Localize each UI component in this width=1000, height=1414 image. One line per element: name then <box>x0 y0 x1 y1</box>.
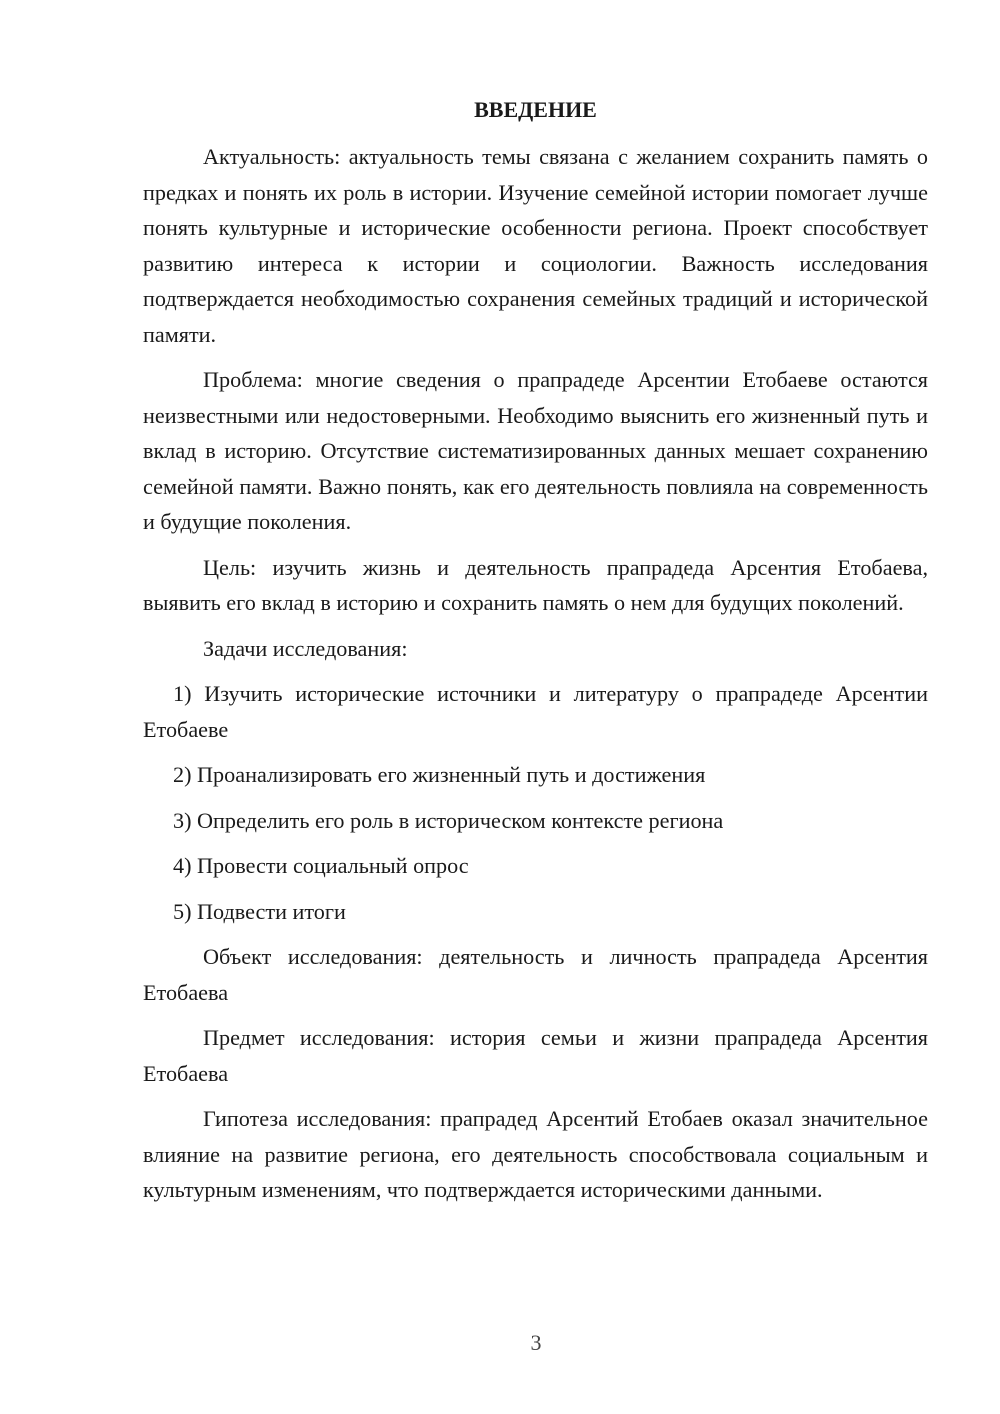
goal-paragraph: Цель: изучить жизнь и деятельность прапрадеда Арсентия Етобаева, выявить его вклад в историю и сохранить память о нем для будущих поколений. <box>143 554 928 615</box>
document-page <box>143 92 928 1218</box>
object-paragraph: Объект исследования: деятельность и личность прапрадеда Арсентия Етобаева <box>143 944 928 1005</box>
problem-paragraph: Проблема: многие сведения о прапрадеде Арсентии Етобаеве остаются неизвестными или недостоверными. Необходимо выяснить его жизненный путь и вклад в историю. Отсутствие систематизированных данных мешает сохранению семейной памяти. Важно понять, как его деятельность повлияла на современность и будущие поколения. <box>143 367 928 534</box>
task-item-5: 5) Подвести итоги <box>173 898 346 924</box>
task-item-3: 3) Определить его роль в историческом контексте региона <box>173 807 724 833</box>
task-item-2: 2) Проанализировать его жизненный путь и достижения <box>173 762 706 787</box>
subject-paragraph: Предмет исследования: история семьи и жизни прапрадеда Арсентия Етобаева <box>143 1025 928 1086</box>
task-item-1: 1) Изучить исторические источники и литературу о прапрадеде Арсентии Етобаеве <box>143 681 928 742</box>
hypothesis-paragraph: Гипотеза исследования: прапрадед Арсентий Етобаев оказал значительное влияние на развитие региона, его деятельность способствовала социальным и культурным изменениям, что подтверждается историческими данными. <box>143 1106 928 1202</box>
page-title: ВВЕДЕНИЕ <box>474 97 597 122</box>
page-number: 3 <box>530 1330 542 1355</box>
relevance-paragraph: Актуальность: актуальность темы связана с желанием сохранить память о предках и понять их роль в истории. Изучение семейной истории помогает лучше понять культурные и исторические особенности региона. Проект способствует развитию интереса к истории и социологии. Важность исследования подтверждается необходимостью сохранения семейных традиций и исторической памяти. <box>143 144 928 347</box>
tasks-heading: Задачи исследования: <box>203 635 408 661</box>
task-item-4: 4) Провести социальный опрос <box>173 853 469 878</box>
